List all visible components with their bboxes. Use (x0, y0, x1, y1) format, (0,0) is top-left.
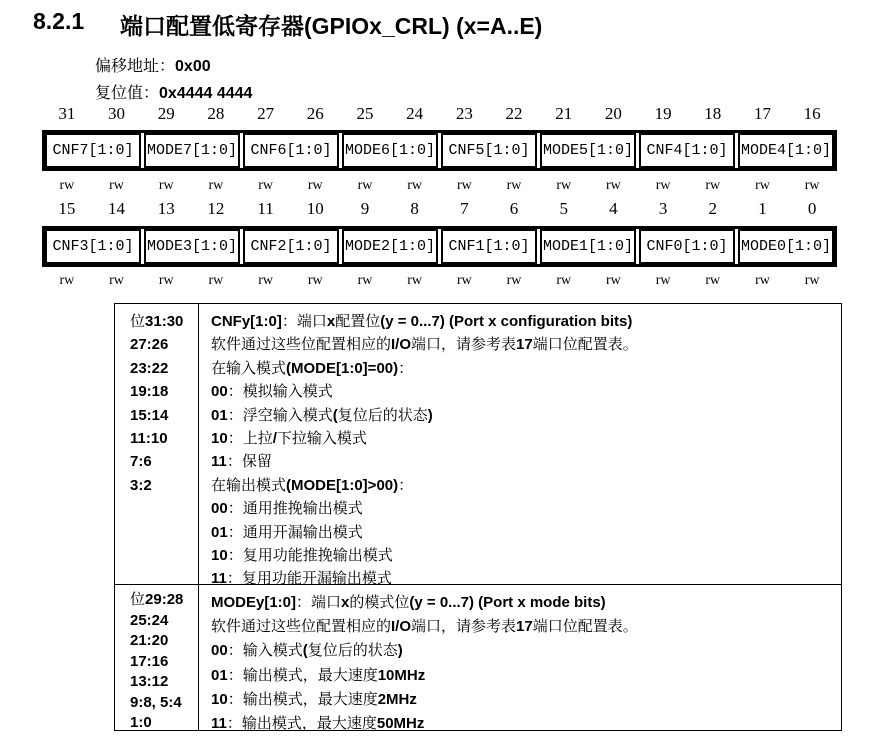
access-flag: rw (208, 273, 224, 288)
description-line: 00：通用推挽输出模式 (211, 500, 363, 518)
access-flag: rw (606, 178, 621, 193)
access-row-low (42, 273, 837, 289)
bit-number: 17 (753, 104, 771, 123)
access-flag: rw (158, 273, 174, 288)
bit-number: 27 (257, 104, 275, 123)
reset-value-line (95, 80, 252, 103)
register-field-cell: MODE4[1:0] (738, 133, 834, 168)
access-flag: rw (307, 178, 323, 193)
description-line: 00：模拟输入模式 (211, 383, 333, 401)
access-flag: rw (755, 273, 770, 288)
register-field-cell: MODE3[1:0] (144, 229, 240, 264)
mode-bit-ranges-column (115, 585, 199, 730)
access-flag: rw (258, 273, 273, 288)
bit-number: 10 (306, 199, 324, 218)
bit-number: 9 (360, 199, 370, 218)
access-flag: rw (556, 178, 572, 193)
bit-range: 27:26 (130, 336, 169, 354)
page-title: 端口配置低寄存器(GPIOx_CRL) (x=A..E) (120, 13, 543, 39)
section-number: 8.2.1 (33, 8, 85, 34)
bit-number: 31 (58, 104, 76, 123)
offset-address-label: 偏移地址： (95, 58, 176, 75)
bit-number: 24 (406, 104, 424, 123)
access-flag: rw (506, 178, 522, 193)
register-field-cell: MODE7[1:0] (144, 133, 240, 168)
bit-range: 23:22 (130, 359, 169, 377)
bit-range: 3:2 (130, 476, 152, 494)
bit-range: 1:0 (130, 714, 152, 731)
bit-range: 9:8, 5:4 (130, 693, 182, 711)
bit-number: 2 (708, 199, 718, 218)
bit-range: 21:20 (130, 632, 169, 649)
description-line: 00：输入模式(复位后的状态) (211, 642, 403, 660)
access-flag: rw (158, 178, 174, 193)
bit-numbers-row-low (42, 199, 837, 219)
bit-number: 6 (509, 199, 519, 218)
description-line: CNFy[1:0]：端口x配置位(y = 0...7) (Port x configuration bits) (211, 313, 633, 330)
bit-number: 1 (758, 199, 767, 218)
bit-range: 25:24 (130, 611, 169, 629)
bit-range: 位29:28 (130, 591, 184, 608)
offset-address-value: 0x00 (175, 58, 211, 75)
bit-number: 0 (807, 199, 817, 218)
bit-number: 7 (460, 199, 469, 218)
access-flag: rw (59, 178, 75, 193)
register-field-cell: CNF0[1:0] (639, 229, 735, 264)
description-line: 01：浮空输入模式(复位后的状态) (211, 406, 433, 424)
description-table (114, 303, 842, 731)
bit-number: 3 (658, 199, 668, 218)
description-line: 软件通过这些位配置相应的I/O端口，请参考表17端口位配置表。 (211, 336, 638, 354)
bit-number: 23 (455, 104, 473, 123)
bit-number: 30 (108, 104, 126, 123)
bit-range: 17:16 (130, 652, 169, 670)
bit-range: 13:12 (130, 673, 169, 690)
access-flag: rw (109, 178, 124, 193)
reset-value-value: 0x4444 4444 (159, 85, 253, 102)
description-line: 11：复用功能开漏输出模式 (211, 570, 392, 588)
bit-range: 19:18 (130, 383, 169, 401)
access-flag: rw (804, 273, 820, 288)
bit-numbers-row-high (42, 104, 837, 124)
description-line: 01：输出模式，最大速度10MHz (211, 666, 426, 684)
bit-number: 21 (555, 104, 573, 123)
access-row-high (42, 178, 837, 194)
access-flag: rw (456, 273, 472, 288)
access-flag: rw (357, 273, 373, 288)
reset-value-label: 复位值： (95, 85, 160, 102)
bit-number: 13 (157, 199, 175, 218)
bit-number: 16 (803, 104, 821, 123)
register-field-cell: MODE6[1:0] (342, 133, 438, 168)
bit-number: 18 (704, 104, 722, 123)
register-field-cell: MODE2[1:0] (342, 229, 438, 264)
offset-address-line (95, 53, 211, 76)
access-flag: rw (59, 273, 75, 288)
bit-number: 22 (505, 104, 523, 123)
description-line: MODEy[1:0]：端口x的模式位(y = 0...7) (Port x mode bits) (211, 594, 606, 611)
bit-range: 11:10 (130, 430, 168, 448)
register-field-cell: CNF1[1:0] (441, 229, 537, 264)
access-flag: rw (407, 178, 423, 193)
access-flag: rw (804, 178, 820, 193)
bit-number: 29 (157, 104, 175, 123)
register-field-cell: MODE5[1:0] (540, 133, 636, 168)
register-field-cell: CNF5[1:0] (441, 133, 537, 168)
mode-description-row (115, 585, 841, 733)
access-flag: rw (208, 178, 224, 193)
register-fields-row-low (42, 226, 837, 267)
access-flag: rw (655, 178, 671, 193)
access-flag: rw (705, 178, 721, 193)
register-field-cell: CNF4[1:0] (639, 133, 735, 168)
bit-number: 5 (559, 199, 568, 218)
access-flag: rw (655, 273, 671, 288)
bit-number: 4 (609, 199, 618, 218)
access-flag: rw (556, 273, 572, 288)
description-line: 11：保留 (211, 453, 272, 471)
bit-number: 19 (654, 104, 672, 123)
description-line: 10：上拉/下拉输入模式 (211, 430, 367, 448)
mode-description-column (199, 585, 841, 733)
access-flag: rw (307, 273, 323, 288)
register-field-cell: CNF3[1:0] (45, 229, 141, 264)
access-flag: rw (755, 178, 770, 193)
description-line: 10：复用功能推挽输出模式 (211, 547, 393, 565)
bit-number: 25 (356, 104, 374, 123)
cnf-description-column (199, 304, 841, 588)
bit-number: 12 (207, 199, 225, 218)
bit-number: 28 (207, 104, 225, 123)
register-fields-row-high (42, 130, 837, 171)
bit-range: 7:6 (130, 453, 152, 471)
access-flag: rw (456, 178, 472, 193)
register-field-cell: CNF2[1:0] (243, 229, 339, 264)
bit-range: 位31:30 (130, 313, 184, 330)
description-line: 01：通用开漏输出模式 (211, 523, 363, 541)
description-line: 软件通过这些位配置相应的I/O端口，请参考表17端口位配置表。 (211, 618, 638, 636)
register-field-cell: MODE1[1:0] (540, 229, 636, 264)
cnf-bit-ranges-column (115, 304, 199, 584)
bit-range: 15:14 (130, 406, 169, 424)
access-flag: rw (357, 178, 373, 193)
access-flag: rw (606, 273, 621, 288)
bit-number: 8 (410, 199, 419, 218)
description-line: 在输入模式(MODE[1:0]=00)： (211, 359, 414, 377)
cnf-description-row (115, 304, 841, 588)
bit-number: 26 (306, 104, 324, 123)
register-field-cell: MODE0[1:0] (738, 229, 834, 264)
bit-number: 20 (604, 104, 622, 123)
access-flag: rw (109, 273, 124, 288)
bit-number: 14 (108, 199, 126, 218)
access-flag: rw (506, 273, 522, 288)
description-line: 11：输出模式，最大速度50MHz (211, 715, 425, 733)
access-flag: rw (407, 273, 423, 288)
description-line: 在输出模式(MODE[1:0]>00)： (211, 476, 414, 494)
access-flag: rw (705, 273, 721, 288)
register-field-cell: CNF7[1:0] (45, 133, 141, 168)
description-line: 10：输出模式，最大速度2MHz (211, 690, 417, 708)
register-field-cell: CNF6[1:0] (243, 133, 339, 168)
bit-number: 11 (257, 199, 274, 218)
access-flag: rw (258, 178, 273, 193)
bit-number: 15 (58, 199, 76, 218)
